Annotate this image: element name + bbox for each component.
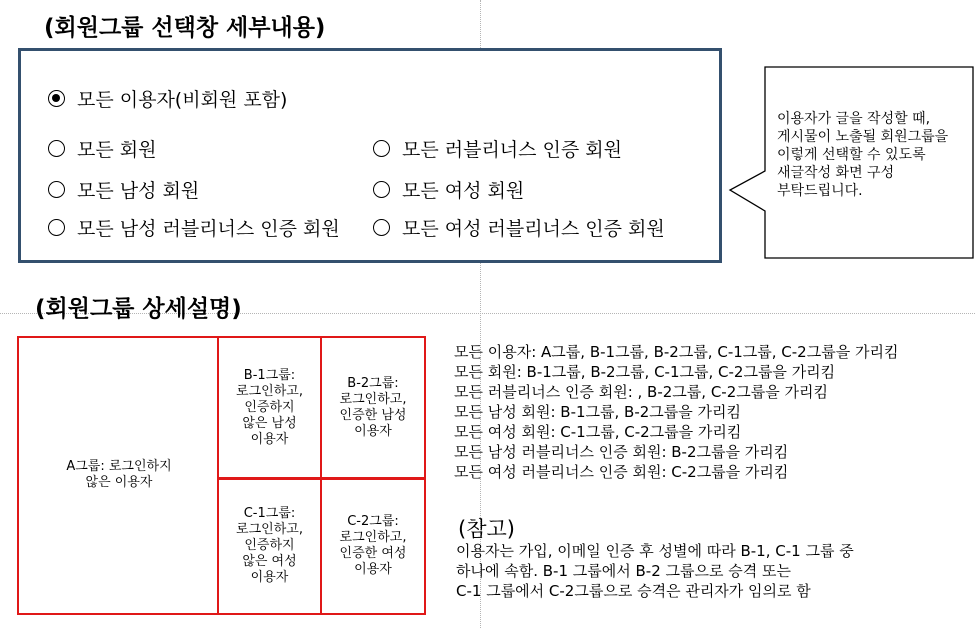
description-line: 모든 남성 러블리너스 인증 회원: B-2그룹을 가리킴	[454, 443, 789, 461]
group-a-label: A그룹: 로그인하지 않은 이용자	[66, 459, 172, 490]
reference-title: (참고)	[458, 517, 515, 541]
group-c1-label: C-1그룹: 로그인하고, 인증하지 않은 여성 이용자	[236, 506, 303, 585]
radio-empty-icon[interactable]	[373, 219, 390, 236]
option-female-verified-members[interactable]	[373, 214, 665, 241]
description-line: 모든 이용자: A그룹, B-1그룹, B-2그룹, C-1그룹, C-2그룹을 가리킴	[454, 343, 899, 361]
member-group-select-panel	[18, 48, 722, 263]
reference-note	[456, 541, 854, 601]
option-male-members[interactable]	[48, 176, 199, 203]
option-all-members[interactable]	[48, 135, 156, 162]
radio-empty-icon[interactable]	[373, 181, 390, 198]
option-all-verified-members[interactable]	[373, 135, 622, 162]
option-all-users[interactable]	[48, 85, 287, 112]
option-label: 모든 이용자(비회원 포함)	[77, 89, 288, 111]
option-label: 모든 여성 러블리너스 인증 회원	[402, 218, 665, 240]
group-b2-label: B-2그룹: 로그인하고, 인증한 남성 이용자	[339, 375, 407, 439]
reference-line: 하나에 속함. B-1 그룹에서 B-2 그룹으로 승격 또는	[456, 562, 791, 580]
description-line: 모든 러블리너스 인증 회원: , B-2그룹, C-2그룹을 가리킴	[454, 383, 828, 401]
group-description-list	[454, 342, 898, 482]
radio-empty-icon[interactable]	[48, 140, 65, 157]
group-b1-label: B-1그룹: 로그인하고, 인증하지 않은 남성 이용자	[236, 367, 303, 447]
description-line: 모든 회원: B-1그룹, B-2그룹, C-1그룹, C-2그룹을 가리킴	[454, 363, 836, 381]
reference-line: C-1 그룹에서 C-2그룹으로 승격은 관리자가 임의로 함	[456, 582, 811, 600]
option-label: 모든 여성 회원	[402, 180, 525, 202]
group-c2-label: C-2그룹: 로그인하고, 인증한 여성 이용자	[339, 514, 407, 577]
callout-text: 이용자가 글을 작성할 때, 게시물이 노출될 회원그룹을 이렇게 선택할 수 있도록 새글작성 화면 구성 부탁드립니다.	[777, 111, 949, 199]
group-a-cell	[17, 336, 220, 615]
option-male-verified-members[interactable]	[48, 214, 340, 241]
group-b1-cell	[217, 336, 322, 480]
detail-section-heading: (회원그룹 상세설명)	[35, 296, 242, 322]
radio-selected-icon[interactable]	[48, 90, 65, 107]
option-label: 모든 회원	[77, 139, 157, 161]
radio-empty-icon[interactable]	[48, 181, 65, 198]
radio-empty-icon[interactable]	[48, 219, 65, 236]
description-line: 모든 여성 러블리너스 인증 회원: C-2그룹을 가리킴	[454, 463, 789, 481]
option-label: 모든 러블리너스 인증 회원	[402, 139, 623, 161]
reference-line: 이용자는 가입, 이메일 인증 후 성별에 따라 B-1, C-1 그룹 중	[456, 542, 854, 560]
group-b2-cell	[320, 336, 426, 480]
group-c2-cell	[320, 477, 426, 615]
select-section-heading: (회원그룹 선택창 세부내용)	[44, 15, 326, 41]
option-female-members[interactable]	[373, 176, 524, 203]
option-label: 모든 남성 회원	[77, 180, 200, 202]
group-c1-cell	[217, 477, 322, 615]
description-line: 모든 여성 회원: C-1그룹, C-2그룹을 가리킴	[454, 423, 742, 441]
group-matrix	[17, 336, 426, 615]
radio-empty-icon[interactable]	[373, 140, 390, 157]
description-line: 모든 남성 회원: B-1그룹, B-2그룹을 가리킴	[454, 403, 742, 421]
option-label: 모든 남성 러블리너스 인증 회원	[77, 218, 340, 240]
comment-callout	[727, 66, 975, 261]
